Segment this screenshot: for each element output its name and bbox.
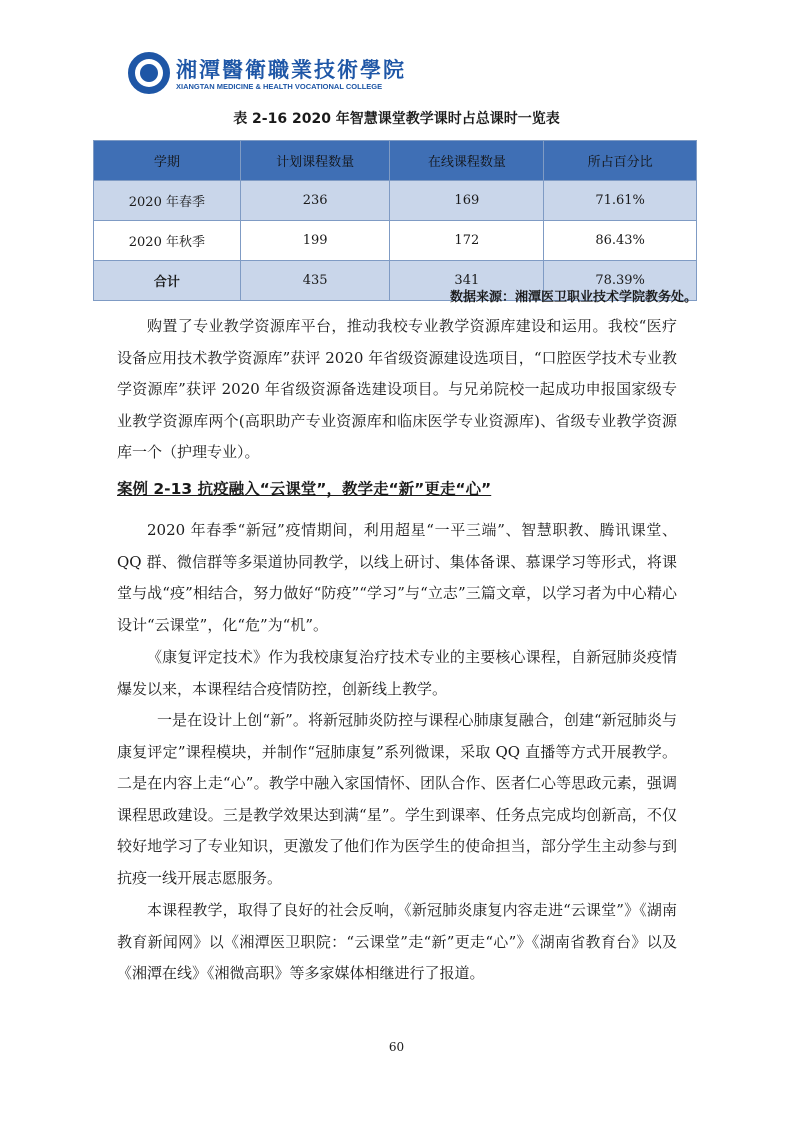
school-name-cn: 湘潭醫衛職業技術學院 xyxy=(176,58,406,82)
cell-planned: 199 xyxy=(240,221,390,261)
header-online: 在线课程数量 xyxy=(390,141,544,181)
school-name-en: XIANGTAN MEDICINE & HEALTH VOCATIONAL COLLEGE xyxy=(176,82,383,91)
school-emblem-icon xyxy=(128,52,170,94)
cell-semester: 2020 年春季 xyxy=(94,181,241,221)
case-paragraph: 2020 年春季“新冠”疫情期间，利用超星“一平三端”、智慧职教、腾讯课堂、QQ 群、微信群等多渠道协同教学，以线上研讨、集体备课、慕课学习等形式，将课堂与战“疫”相结合，努力做好“防疫”“学习”与“立志”三篇文章，以学习者为中心精心设计“云课堂”，化“危”为“机”。 xyxy=(117,521,677,634)
header-percentage: 所占百分比 xyxy=(544,141,697,181)
cell-planned: 236 xyxy=(240,181,390,221)
course-stats-table xyxy=(93,140,697,301)
cell-semester: 2020 年秋季 xyxy=(94,221,241,261)
case-paragraph: 一是在设计上创“新”。将新冠肺炎防控与课程心肺康复融合，创建“新冠肺炎与康复评定”课程模块，并制作“冠肺康复”系列微课，采取 QQ 直播等方式开展教学。二是在内容上走“心”。教学中融入家国情怀、团队合作、医者仁心等思政元素，强调课程思政建设。三是教学效果达到满“星”。学生到课率、任务点完成均创新高，不仅较好地学习了专业知识，更激发了他们作为医学生的使命担当，部分学生主动参与到抗疫一线开展志愿服务。 xyxy=(117,711,677,887)
case-paragraph: 《康复评定技术》作为我校康复治疗技术专业的主要核心课程，自新冠肺炎疫情爆发以来，本课程结合疫情防控，创新线上教学。 xyxy=(117,648,677,698)
table-header-row xyxy=(94,141,697,181)
header-semester: 学期 xyxy=(94,141,241,181)
cell-online: 169 xyxy=(390,181,544,221)
header-planned: 计划课程数量 xyxy=(240,141,390,181)
cell-percentage: 71.61% xyxy=(544,181,697,221)
intro-paragraph: 购置了专业教学资源库平台，推动我校专业教学资源库建设和运用。我校“医疗设备应用技术教学资源库”获评 2020 年省级资源建设选项目，“口腔医学技术专业教学资源库”获评 2020 年省级资源备选建设项目。与兄弟院校一起成功申报国家级专业教学资源库两个(高职助产专业资源库和临床医学专业资源库)、省级专业教学资源库一个（护理专业）。 xyxy=(117,317,677,462)
case-paragraph: 本课程教学，取得了良好的社会反响，《新冠肺炎康复内容走进“云课堂”》《湖南教育新闻网》以《湘潭医卫职院：“云课堂”走“新”更走“心”》《湖南省教育台》以及《湘潭在线》《湘微高职》等多家媒体相继进行了报道。 xyxy=(117,901,677,983)
cell-planned: 435 xyxy=(240,261,390,301)
data-source-note: 数据来源：湘潭医卫职业技术学院教务处。 xyxy=(449,290,697,305)
cell-online: 341 xyxy=(390,261,544,301)
case-heading: 案例 2-13 抗疫融入“云课堂”，教学走“新”更走“心” xyxy=(117,480,492,498)
table-row xyxy=(94,181,697,221)
table-row xyxy=(94,221,697,261)
cell-percentage: 86.43% xyxy=(544,221,697,261)
table-title: 表 2-16 2020 年智慧课堂教学课时占总课时一览表 xyxy=(233,111,560,127)
page-header xyxy=(128,52,458,96)
cell-online: 172 xyxy=(390,221,544,261)
cell-percentage: 78.39% xyxy=(544,261,697,301)
cell-semester: 合计 xyxy=(94,261,241,301)
page-number: 60 xyxy=(388,1040,405,1054)
